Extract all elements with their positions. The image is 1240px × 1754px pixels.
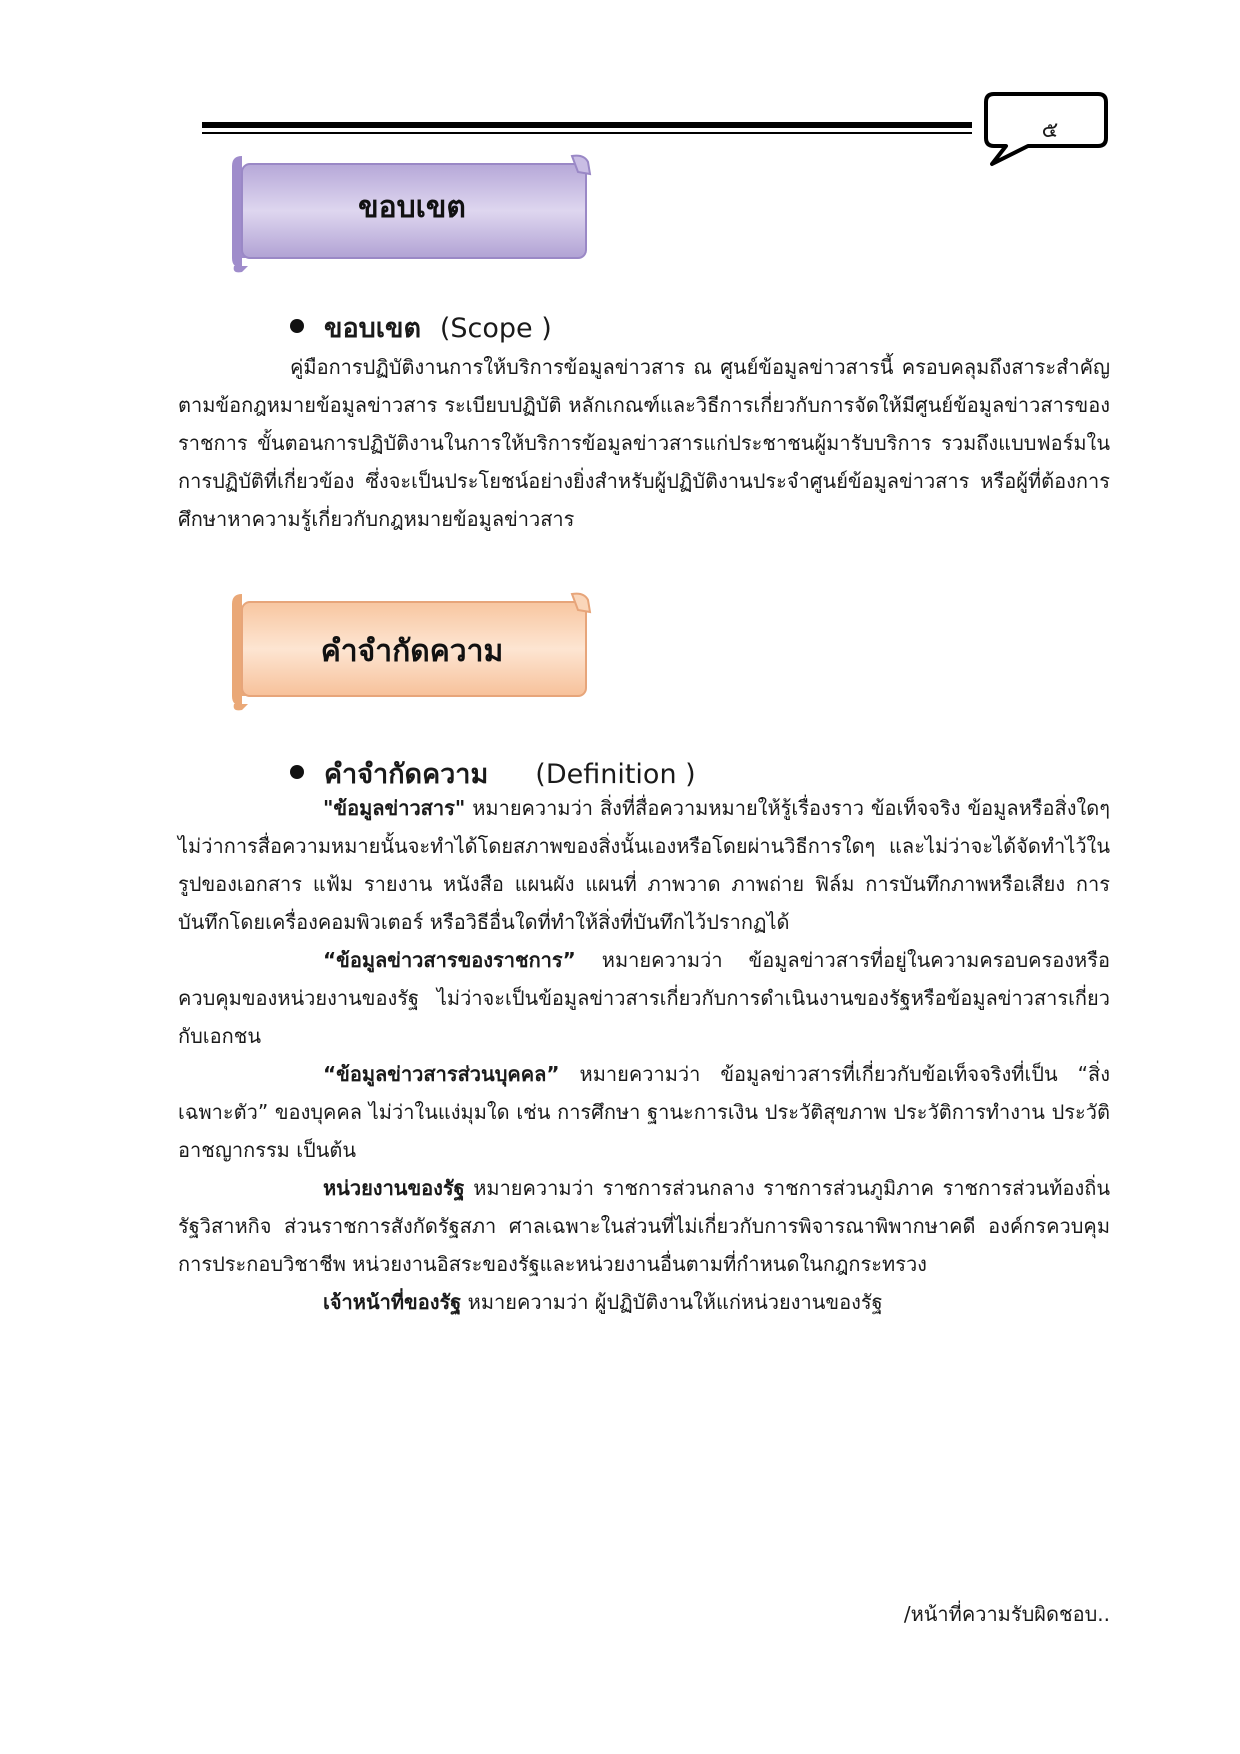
continued-note: /หน้าที่ความรับผิดชอบ.. bbox=[903, 1602, 1110, 1626]
page-number: ๕ bbox=[1041, 118, 1059, 143]
definition-item bbox=[178, 789, 1110, 941]
definition-term: เจ้าหน้าที่ของรัฐ bbox=[323, 1290, 462, 1314]
scope-heading bbox=[290, 306, 552, 349]
definition-text: หมายความว่า สิ่งที่สื่อความหมายให้รู้เรื่องราว ข้อเท็จจริง ข้อมูลหรือสิ่งใดๆ ไม่ว่าการสื่อความหมายนั้นจะทำได้โดยสภาพของสิ่งนั้นเองหรือโดยผ่านวิธีการใดๆ และไม่ว่าจะได้จัดทำไว้ในรูปของเอกสาร แฟ้ม รายงาน หนังสือ แผนผัง แผนที่ ภาพวาด ภาพถ่าย ฟิล์ม การบันทึกภาพหรือเสียง การบันทึกโดยเครื่องคอมพิวเตอร์ หรือวิธีอื่นใดที่ทำให้สิ่งที่บันทึกไว้ปรากฏได้ bbox=[178, 796, 1110, 934]
definition-term: "ข้อมูลข่าวสาร" bbox=[323, 796, 466, 820]
definition-item bbox=[178, 1283, 1110, 1321]
definition-text: หมายความว่า ราชการส่วนกลาง ราชการส่วนภูมิภาค ราชการส่วนท้องถิ่น รัฐวิสาหกิจ ส่วนราชการสังกัดรัฐสภา ศาลเฉพาะในส่วนที่ไม่เกี่ยวกับการพิจารณาพิพากษาคดี องค์กรควบคุมการประกอบวิชาชีพ หน่วยงานอิสระของรัฐและหน่วยงานอื่นตามที่กำหนดในกฎกระทรวง bbox=[178, 1176, 1110, 1276]
bullet-icon bbox=[290, 319, 304, 333]
definition-term: “ข้อมูลข่าวสารส่วนบุคคล” bbox=[323, 1062, 560, 1086]
scope-heading-th: ขอบเขต bbox=[324, 313, 422, 344]
header-rule bbox=[202, 122, 972, 134]
scope-body bbox=[178, 348, 1110, 538]
definition-item bbox=[178, 941, 1110, 1055]
definitions-body bbox=[178, 789, 1110, 1321]
definition-item bbox=[178, 1169, 1110, 1283]
bullet-icon bbox=[290, 765, 304, 779]
scope-banner bbox=[228, 150, 596, 274]
definition-item bbox=[178, 1055, 1110, 1169]
definitions-banner bbox=[228, 588, 596, 712]
scope-banner-title: ขอบเขต bbox=[358, 190, 466, 225]
definition-term: หน่วยงานของรัฐ bbox=[323, 1176, 465, 1200]
definition-term: “ข้อมูลข่าวสารของราชการ” bbox=[323, 948, 576, 972]
scope-paragraph: คู่มือการปฏิบัติงานการให้บริการข้อมูลข่าวสาร ณ ศูนย์ข้อมูลข่าวสารนี้ ครอบคลุมถึงสาระสำคัญตามข้อกฎหมายข้อมูลข่าวสาร ระเบียบปฏิบัติ หลักเกณฑ์และวิธีการเกี่ยวกับการจัดให้มีศูนย์ข้อมูลข่าวสารของราชการ ขั้นตอนการปฏิบัติงานในการให้บริการข้อมูลข่าวสารแก่ประชาชนผู้มารับบริการ รวมถึงแบบฟอร์มในการปฏิบัติที่เกี่ยวข้อง ซึ่งจะเป็นประโยชน์อย่างยิ่งสำหรับผู้ปฏิบัติงานประจำศูนย์ข้อมูลข่าวสาร หรือผู้ที่ต้องการศึกษาหาความรู้เกี่ยวกับกฎหมายข้อมูลข่าวสาร bbox=[178, 355, 1110, 531]
scope-heading-en: (Scope ) bbox=[439, 313, 552, 344]
definitions-heading-en: (Definition ) bbox=[535, 759, 696, 790]
definitions-banner-title: คำจำกัดความ bbox=[320, 634, 504, 669]
definition-text: หมายความว่า ข้อมูลข่าวสารที่เกี่ยวกับข้อเท็จจริงที่เป็น “สิ่งเฉพาะตัว” ของบุคคล ไม่ว่าในแง่มุมใด เช่น การศึกษา ฐานะการเงิน ประวัติสุขภาพ ประวัติการทำงาน ประวัติอาชญากรรม เป็นต้น bbox=[178, 1062, 1110, 1162]
definition-text: หมายความว่า ข้อมูลข่าวสารที่อยู่ในความครอบครองหรือควบคุมของหน่วยงานของรัฐ ไม่ว่าจะเป็นข้อมูลข่าวสารเกี่ยวกับการดำเนินงานของรัฐหรือข้อมูลข่าวสารเกี่ยวกับเอกชน bbox=[178, 948, 1110, 1048]
definitions-heading-th: คำจำกัดความ bbox=[324, 759, 489, 790]
definition-text: หมายความว่า ผู้ปฏิบัติงานให้แก่หน่วยงานของรัฐ bbox=[461, 1290, 883, 1314]
